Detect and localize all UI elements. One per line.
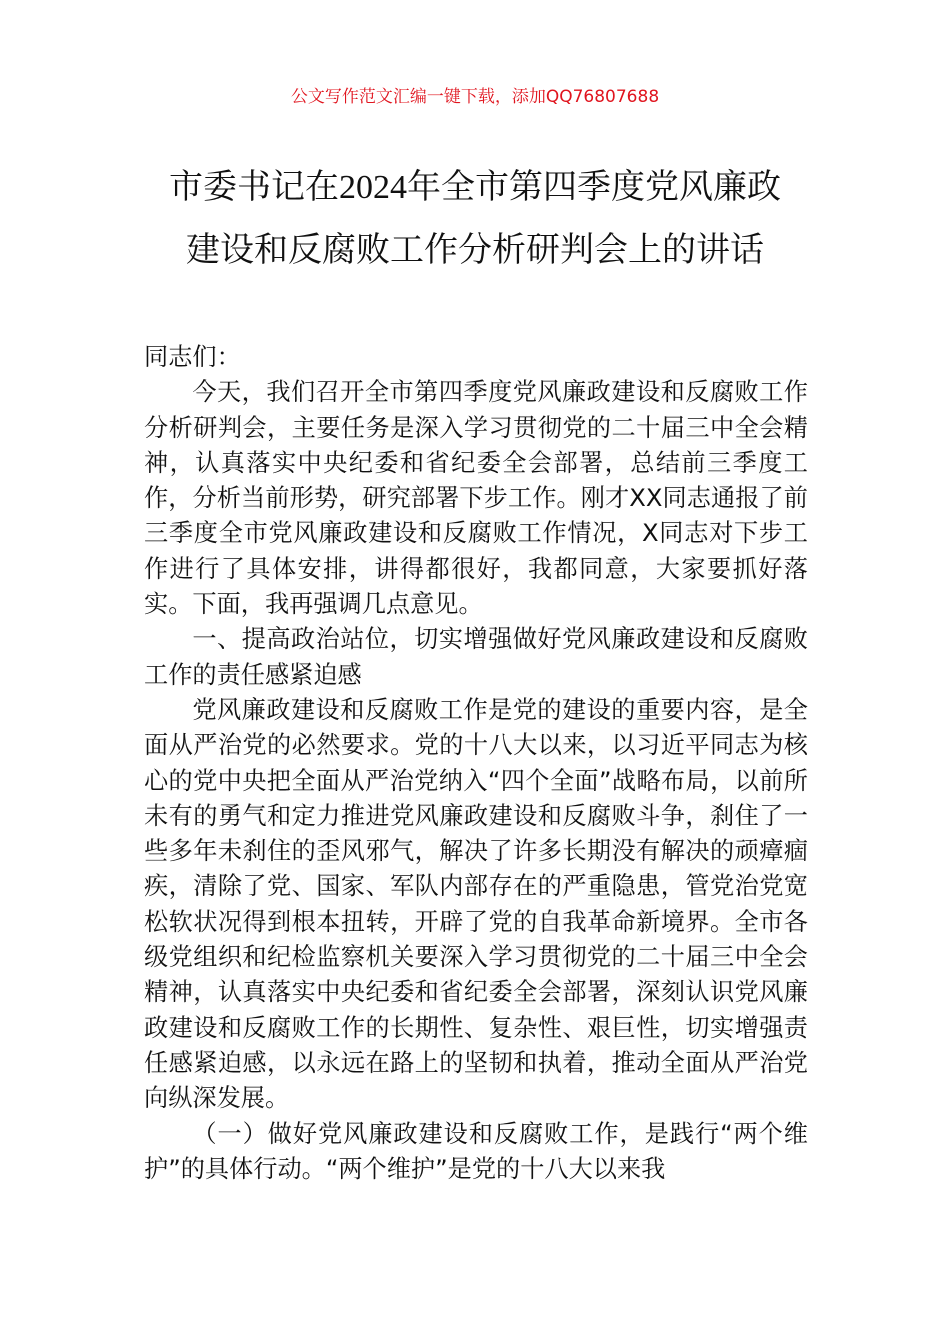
title-line-1 [120,156,830,219]
title-line-1-part-b: 年全市第四季度党风廉政 [407,167,781,207]
intro-paragraph: 今天，我们召开全市第四季度党风廉政建设和反腐败工作分析研判会，主要任务是深入学习贯彻党的二十届三中全会精神，认真落实中央纪委和省纪委全会部署，总结前三季度工作，分析当前形势，研究部署下步工作。刚才XX同志通报了前三季度全市党风廉政建设和反腐败工作情况，X同志对下步工作进行了具体安排，讲得都很好，我都同意，大家要抓好落实。下面，我再强调几点意见。 [144,378,808,619]
section-1-paragraph: 党风廉政建设和反腐败工作是党的建设的重要内容，是全面从严治党的必然要求。党的十八大以来，以习近平同志为核心的党中央把全面从严治党纳入“四个全面”战略布局，以前所未有的勇气和定力推进党风廉政建设和反腐败斗争，刹住了一些多年未刹住的歪风邪气，解决了许多长期没有解决的顽瘴痼疾，清除了党、国家、军队内部存在的严重隐患，管党治党宽松软状况得到根本扭转，开辟了党的自我革命新境界。全市各级党组织和纪检监察机关要深入学习贯彻党的二十届三中全会精神，认真落实中央纪委和省纪委全会部署，深刻认识党风廉政建设和反腐败工作的长期性、复杂性、艰巨性，切实增强责任感紧迫感，以永远在路上的坚韧和执着，推动全面从严治党向纵深发展。 [144,695,808,1113]
title-line-1-part-a: 市委书记在 [169,167,339,207]
subsection-1-1-paragraph: （一）做好党风廉政建设和反腐败工作，是践行“两个维护”的具体行动。“两个维护”是党的十八大以来我 [144,1119,808,1183]
title-line-2: 建设和反腐败工作分析研判会上的讲话 [186,230,764,270]
salutation: 同志们： [144,343,241,371]
section-heading-1: 一、提高政治站位，切实增强做好党风廉政建设和反腐败工作的责任感紧迫感 [144,625,808,689]
download-banner: 公文写作范文汇编一键下载，添加QQ76807688 [290,87,660,107]
document-title [120,156,830,281]
title-year: 2024 [339,169,407,206]
document-body [144,340,808,1187]
